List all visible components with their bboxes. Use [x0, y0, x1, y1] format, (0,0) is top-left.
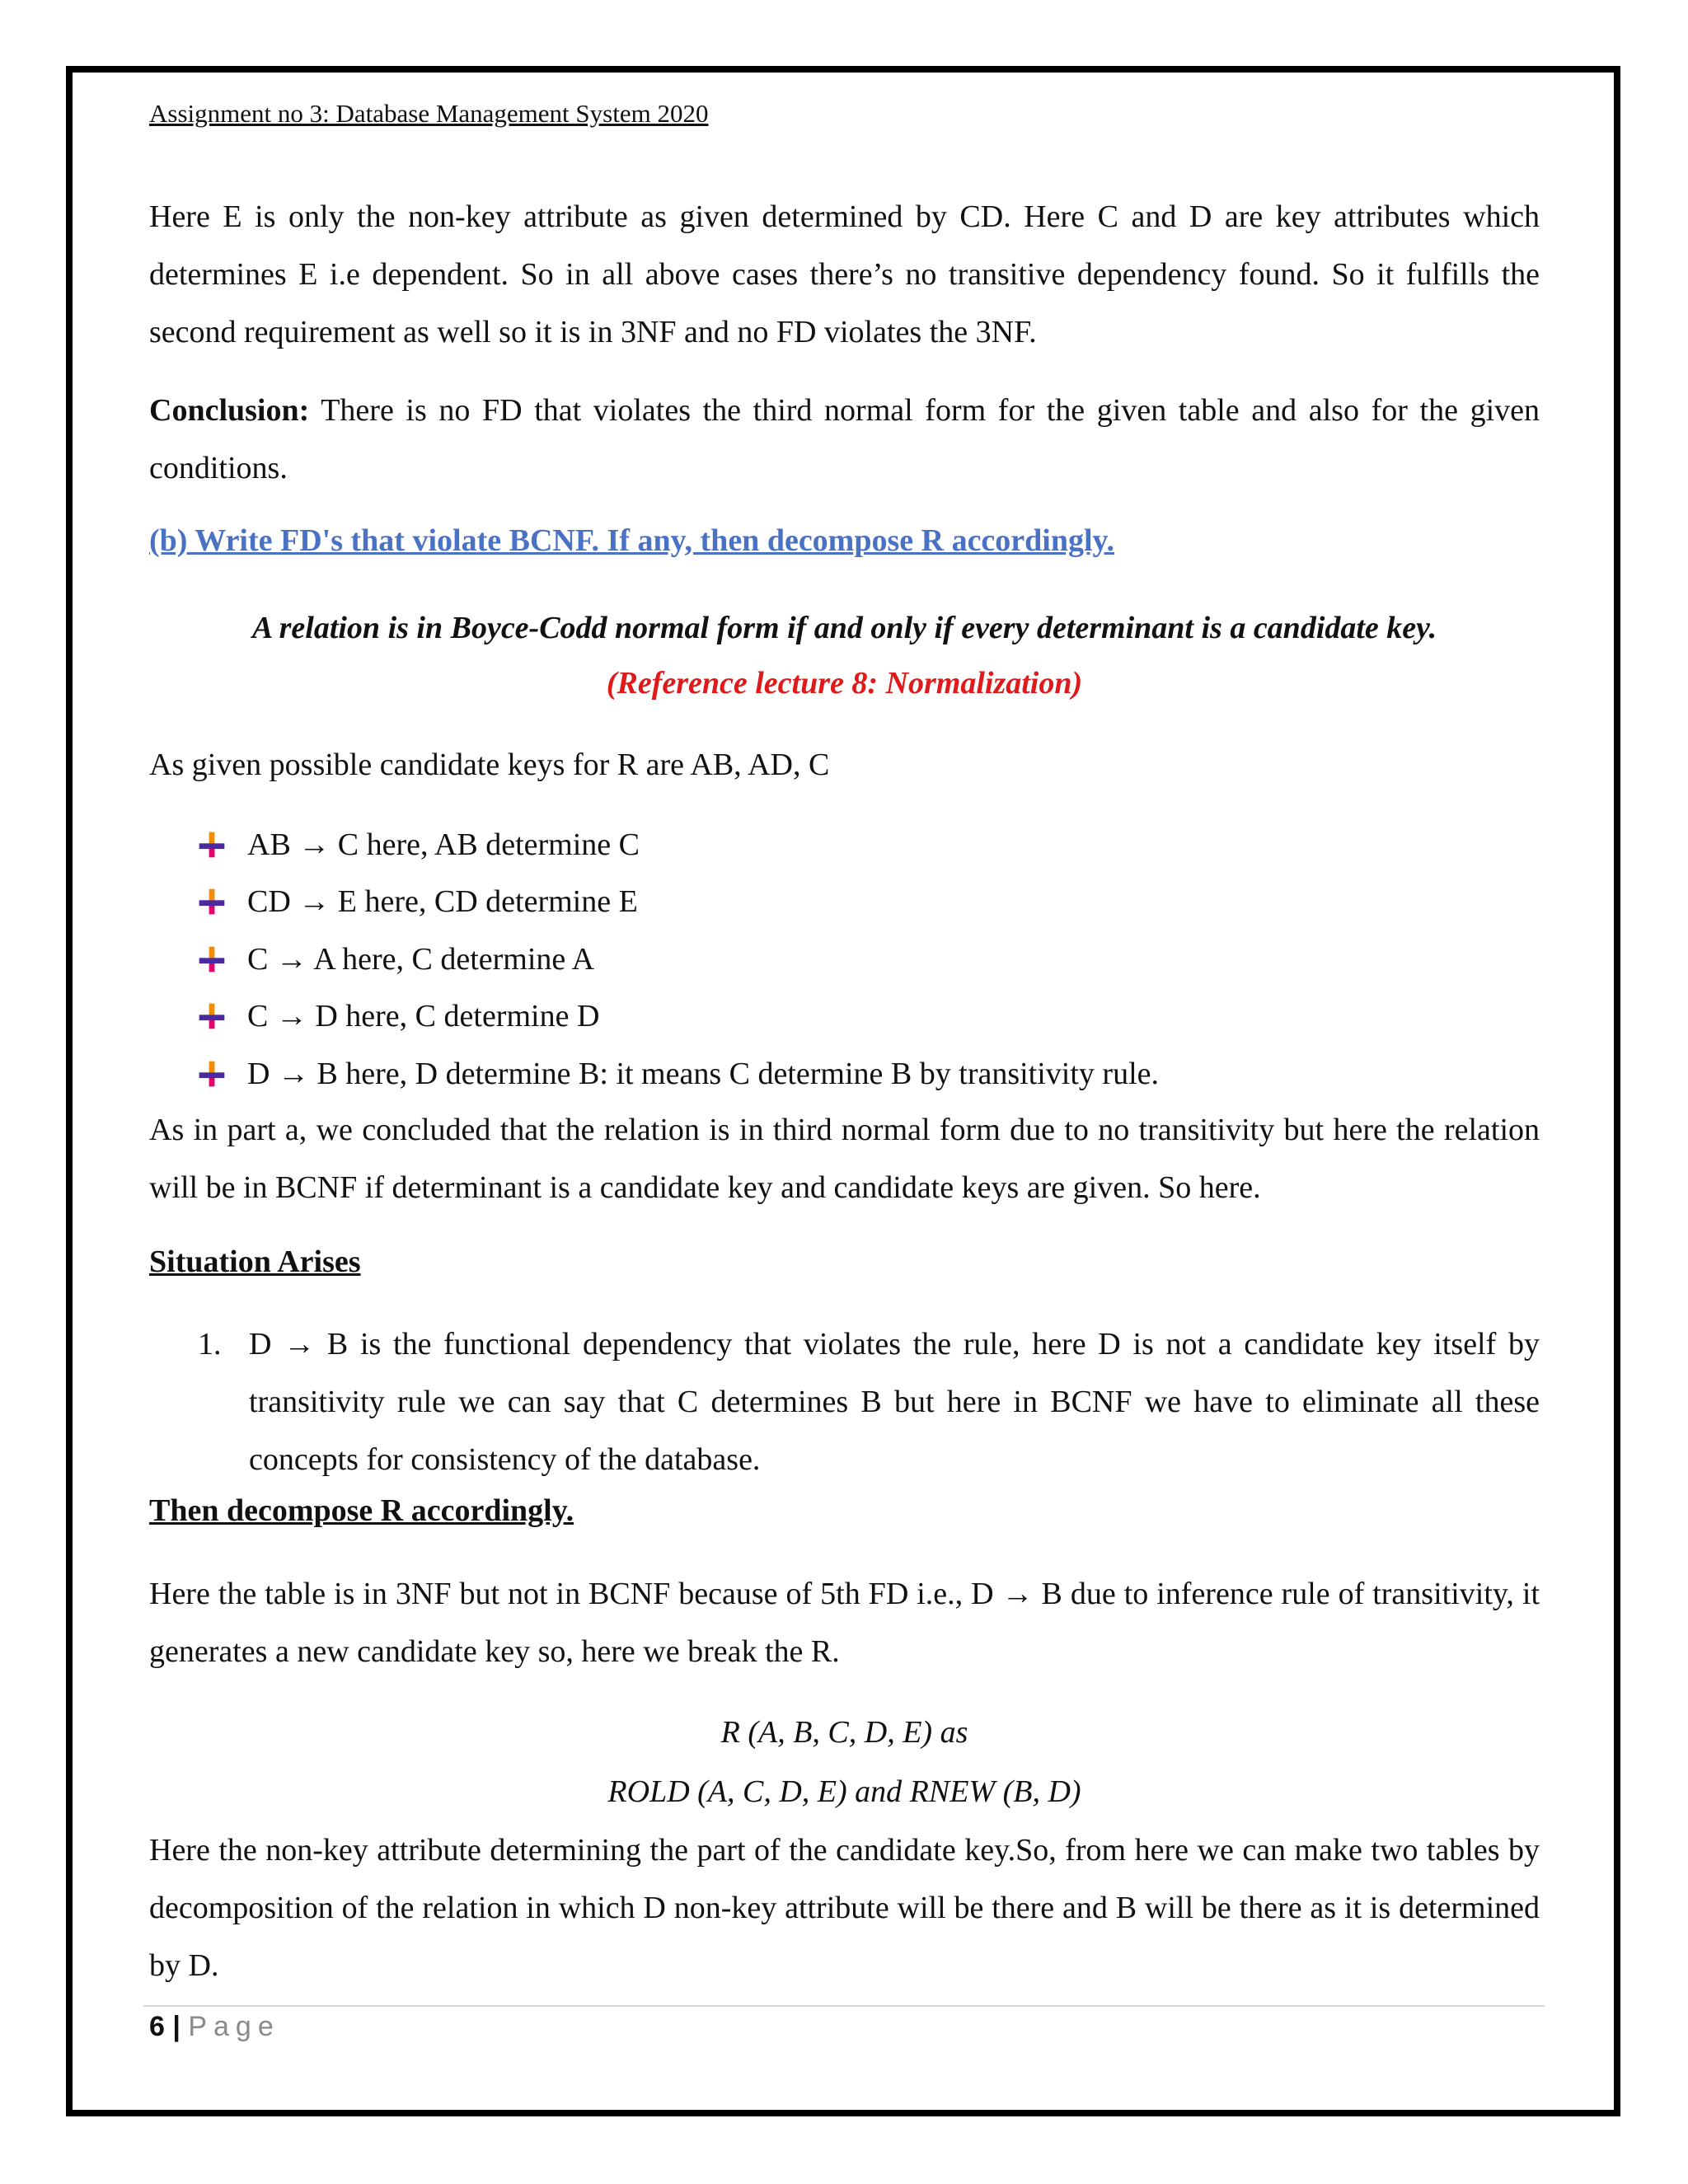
after-list-paragraph: As in part a, we concluded that the relation is in third normal form due to no transitivity but here the relation will be in BCNF if determinant is a candidate key and candidate keys are given. So here.	[149, 1113, 1540, 1205]
reference-note: (Reference lecture 8: Normalization)	[606, 666, 1083, 701]
candidate-keys-text: As given possible candidate keys for R are AB, AD, C	[149, 748, 830, 782]
page-number: 6	[149, 2011, 165, 2042]
relation-line-1: R (A, B, C, D, E) as	[720, 1715, 968, 1750]
final-paragraph: Here the non-key attribute determining the part of the candidate key.So, from here we can make two tables by decomposition of the relation in which D non-key attribute will be there and B will be there as it is determined by D.	[149, 1833, 1540, 1983]
bcnf-definition: A relation is in Boyce-Codd normal form if and only if every determinant is a candidate key.	[251, 611, 1437, 645]
situation-heading: Situation Arises	[149, 1244, 361, 1279]
fd-item-text: CD → E here, CD determine E	[247, 884, 638, 920]
document-header: Assignment no 3: Database Management System 2020	[149, 99, 709, 128]
fd-item-text: AB → C here, AB determine C	[247, 827, 640, 862]
list-item	[198, 988, 1159, 1046]
situation-item-number: 1.	[198, 1327, 222, 1361]
page-label: Page	[188, 2011, 280, 2042]
fd-item-text: D → B here, D determine B: it means C determine B by transitivity rule.	[247, 1056, 1159, 1091]
footer-separator: |	[172, 2011, 181, 2042]
arrow-bullet-icon	[198, 1002, 226, 1030]
conclusion-label: Conclusion:	[149, 393, 310, 428]
conclusion-paragraph	[149, 382, 1540, 497]
list-item	[198, 874, 1159, 931]
arrow-bullet-icon	[198, 945, 226, 973]
section-b-heading[interactable]: (b) Write FD's that violate BCNF. If any, then decompose R accordingly.	[149, 523, 1114, 558]
footer-divider	[143, 2005, 1545, 2007]
arrow-bullet-icon	[198, 888, 226, 916]
conclusion-text: There is no FD that violates the third normal form for the given table and also for the given conditions.	[149, 393, 1540, 485]
list-item	[198, 1045, 1159, 1103]
decompose-heading: Then decompose R accordingly.	[149, 1493, 574, 1528]
list-item	[198, 816, 1159, 874]
situation-item	[198, 1315, 1540, 1488]
arrow-bullet-icon	[198, 831, 226, 859]
relation-line-2: ROLD (A, C, D, E) and RNEW (B, D)	[607, 1774, 1081, 1809]
fd-list	[198, 816, 1159, 1103]
list-item	[198, 930, 1159, 988]
decompose-paragraph: Here the table is in 3NF but not in BCNF because of 5th FD i.e., D → B due to inference rule of transitivity, it generates a new candidate key so, here we break the R.	[149, 1577, 1540, 1669]
situation-item-text: D → B is the functional dependency that violates the rule, here D is not a candidate key itself by transitivity rule we can say that C determines B but here in BCNF we have to eliminate all these concepts for consistency of the database.	[249, 1327, 1540, 1477]
fd-item-text: C → D here, C determine D	[247, 999, 600, 1034]
fd-item-text: C → A here, C determine A	[247, 941, 595, 977]
intro-paragraph: Here E is only the non-key attribute as given determined by CD. Here C and D are key attributes which determines E i.e dependent. So in all above cases there’s no transitive dependency found. So it fulfills the second requirement as well so it is in 3NF and no FD violates the 3NF.	[149, 199, 1540, 349]
arrow-bullet-icon	[198, 1060, 226, 1088]
page-footer	[149, 2011, 280, 2043]
